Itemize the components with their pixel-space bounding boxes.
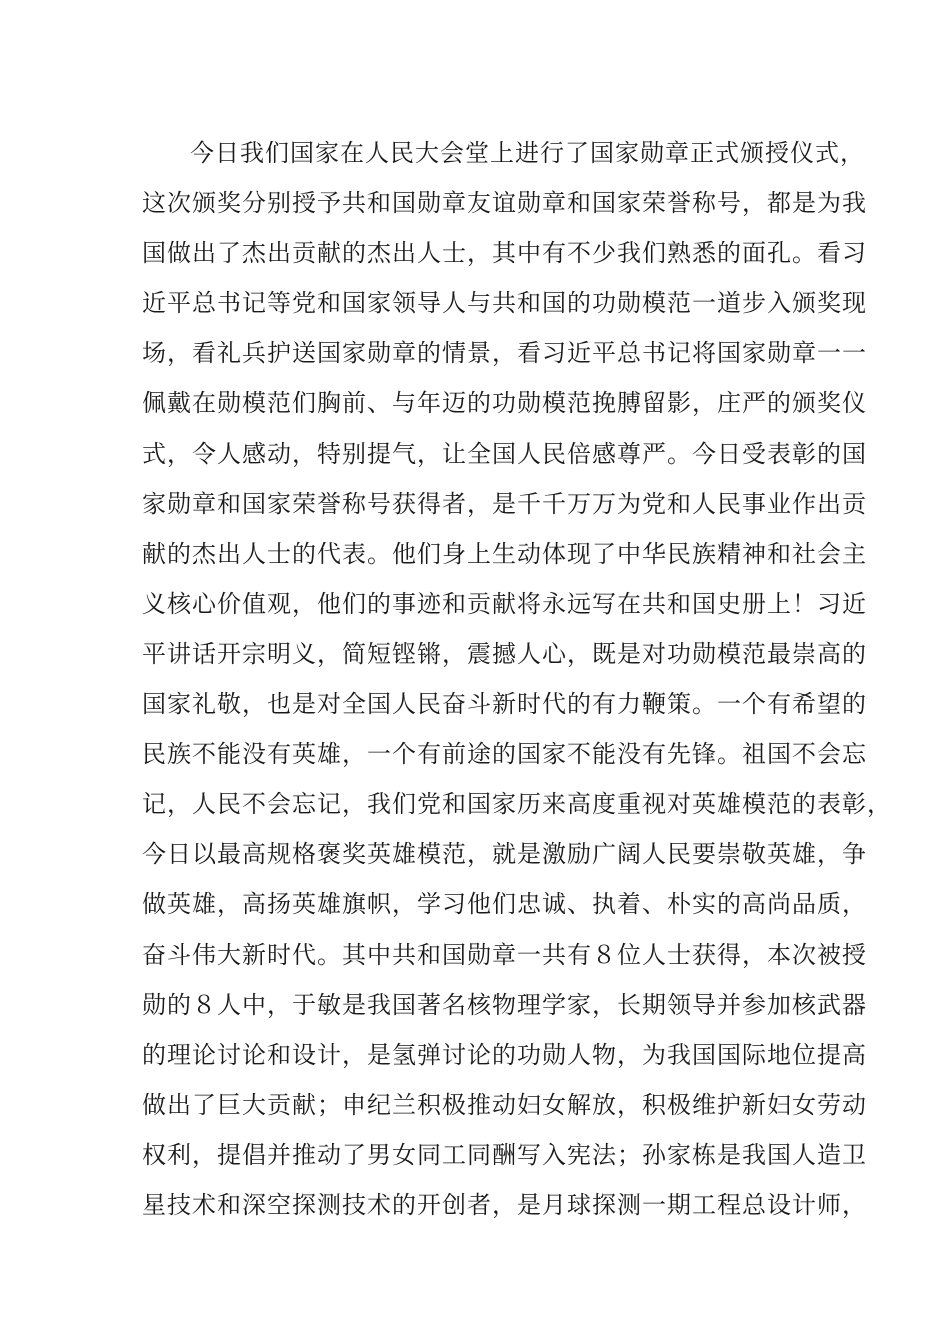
paragraph-line: 场，看礼兵护送国家勋章的情景，看习近平总书记将国家勋章一一 [142,339,867,368]
paragraph-line: 勋的８人中，于敏是我国著名核物理学家，长期领导并参加核武器 [142,990,867,1019]
paragraph-line: 权利，提倡并推动了男女同工同酬写入宪法；孙家栋是我国人造卫 [142,1140,867,1169]
paragraph-line: 这次颁奖分别授予共和国勋章友谊勋章和国家荣誉称号，都是为我 [142,189,867,218]
paragraph-line: 平讲话开宗明义，简短铿锵，震撼人心，既是对功勋模范最崇高的 [142,639,867,668]
paragraph-line: 近平总书记等党和国家领导人与共和国的功勋模范一道步入颁奖现 [142,289,867,318]
paragraph-line: 国做出了杰出贡献的杰出人士，其中有不少我们熟悉的面孔。看习 [142,239,867,268]
paragraph-line: 奋斗伟大新时代。其中共和国勋章一共有８位人士获得，本次被授 [142,940,867,969]
paragraph-line: 做英雄，高扬英雄旗帜，学习他们忠诚、执着、朴实的高尚品质， [142,890,867,919]
paragraph-line: 家勋章和国家荣誉称号获得者，是千千万万为党和人民事业作出贡 [142,489,867,518]
paragraph-line: 义核心价值观，他们的事迹和贡献将永远写在共和国史册上！习近 [142,589,867,618]
paragraph-line: 今日我们国家在人民大会堂上进行了国家勋章正式颁授仪式， [190,139,865,167]
paragraph-line: 做出了巨大贡献；申纪兰积极推动妇女解放，积极维护新妇女劳动 [142,1090,867,1119]
body-paragraph [142,128,892,1230]
paragraph-line: 式，令人感动，特别提气，让全国人民倍感尊严。今日受表彰的国 [142,439,867,468]
paragraph-line: 佩戴在勋模范们胸前、与年迈的功勋模范挽膊留影，庄严的颁奖仪 [142,389,867,418]
paragraph-line: 记，人民不会忘记，我们党和国家历来高度重视对英雄模范的表彰， [142,790,892,819]
paragraph-line: 国家礼敬，也是对全国人民奋斗新时代的有力鞭策。一个有希望的 [142,690,867,719]
paragraph-line: 星技术和深空探测技术的开创者，是月球探测一期工程总设计师， [142,1190,867,1219]
paragraph-line: 献的杰出人士的代表。他们身上生动体现了中华民族精神和社会主 [142,539,867,568]
paragraph-line: 今日以最高规格褒奖英雄模范，就是激励广阔人民要崇敬英雄，争 [142,840,867,869]
paragraph-line: 的理论讨论和设计，是氢弹讨论的功勋人物，为我国国际地位提高 [142,1040,867,1069]
paragraph-line: 民族不能没有英雄，一个有前途的国家不能没有先锋。祖国不会忘 [142,740,867,769]
